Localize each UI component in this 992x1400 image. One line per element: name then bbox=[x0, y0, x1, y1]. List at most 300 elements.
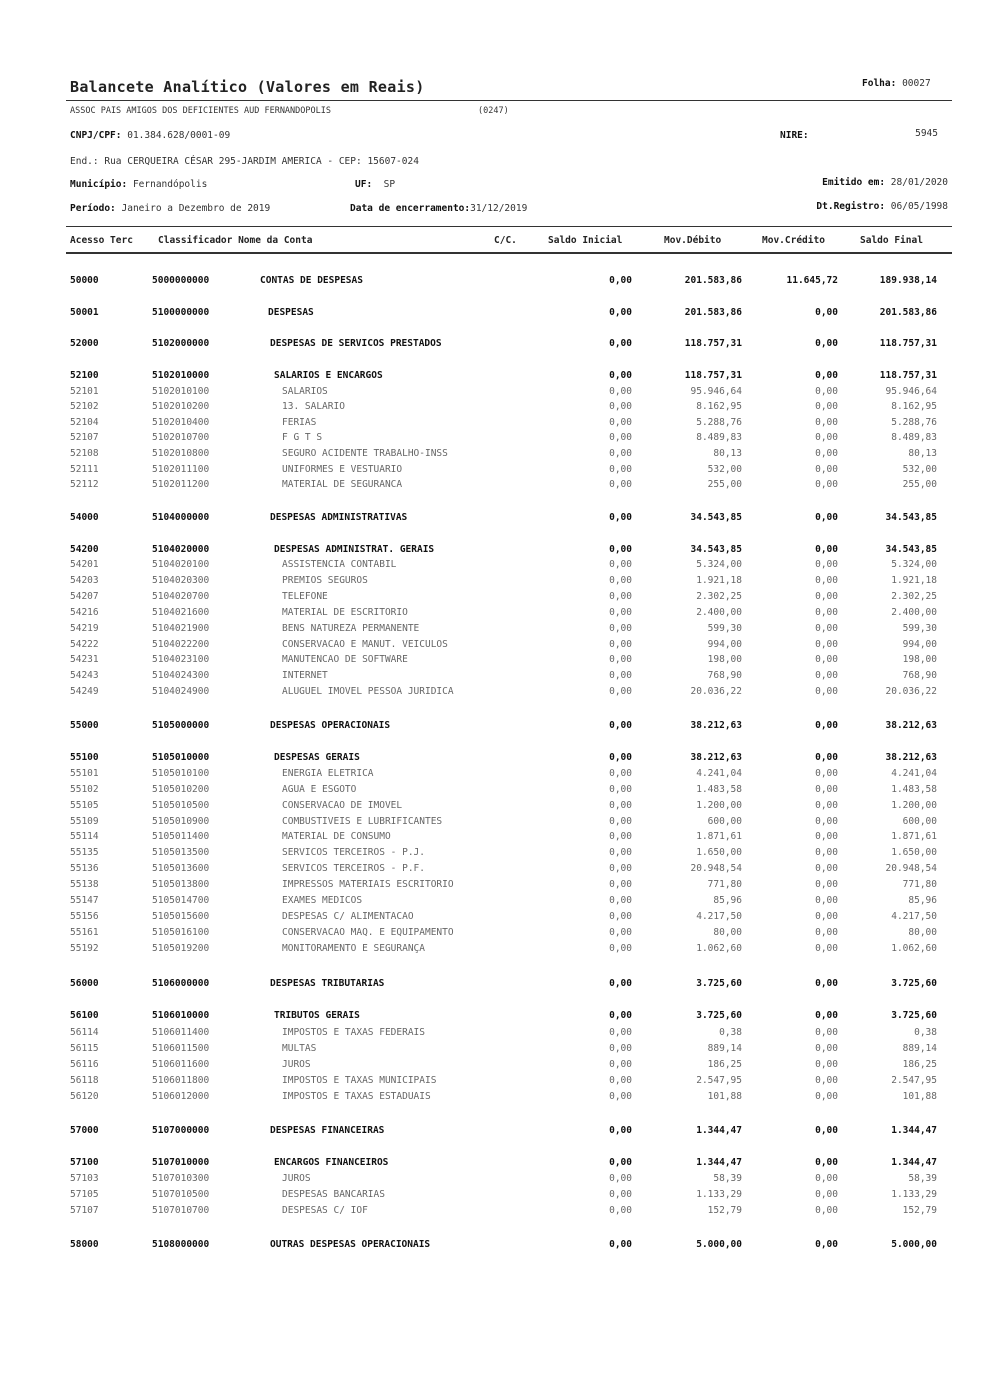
cell-class: 5107010500 bbox=[152, 1189, 210, 1200]
cell-deb: 201.583,86 bbox=[684, 275, 742, 286]
cell-nome: COMBUSTIVEIS E LUBRIFICANTES bbox=[282, 816, 443, 827]
cell-cred: 0,00 bbox=[815, 338, 838, 349]
cell-class: 5104024300 bbox=[152, 670, 210, 681]
cell-acesso: 52112 bbox=[70, 479, 99, 490]
cell-acesso: 54219 bbox=[70, 623, 99, 634]
cell-si: 0,00 bbox=[609, 464, 632, 475]
cell-nome: MANUTENCAO DE SOFTWARE bbox=[282, 654, 408, 665]
table-row bbox=[0, 512, 992, 525]
cell-nome: MATERIAL DE SEGURANCA bbox=[282, 479, 403, 490]
cell-acesso: 52100 bbox=[70, 370, 99, 381]
cell-deb: 1.921,18 bbox=[696, 575, 742, 586]
cell-nome: SALARIOS bbox=[282, 386, 328, 397]
cell-class: 5105013500 bbox=[152, 847, 210, 858]
registro-value: 06/05/1998 bbox=[890, 201, 948, 212]
cell-class: 5105011400 bbox=[152, 831, 210, 842]
cell-class: 5102011100 bbox=[152, 464, 210, 475]
cell-nome: INTERNET bbox=[282, 670, 328, 681]
table-row bbox=[0, 559, 992, 572]
cell-nome: EXAMES MEDICOS bbox=[282, 895, 363, 906]
cell-sf: 80,13 bbox=[908, 448, 937, 459]
table-row bbox=[0, 1189, 992, 1202]
cell-class: 5104024900 bbox=[152, 686, 210, 697]
cell-sf: 768,90 bbox=[902, 670, 937, 681]
cell-deb: 198,00 bbox=[707, 654, 742, 665]
cell-sf: 2.302,25 bbox=[891, 591, 937, 602]
cell-class: 5106010000 bbox=[152, 1010, 210, 1021]
cell-sf: 1.483,58 bbox=[891, 784, 937, 795]
cell-deb: 1.062,60 bbox=[696, 943, 742, 954]
table-row bbox=[0, 448, 992, 461]
cell-cred: 0,00 bbox=[815, 307, 838, 318]
cell-cred: 0,00 bbox=[815, 1075, 838, 1086]
cell-deb: 3.725,60 bbox=[696, 1010, 742, 1021]
cell-cred: 11.645,72 bbox=[786, 275, 838, 286]
table-row bbox=[0, 307, 992, 320]
cell-cred: 0,00 bbox=[815, 623, 838, 634]
cell-nome: JUROS bbox=[282, 1173, 311, 1184]
cell-deb: 20.036,22 bbox=[690, 686, 742, 697]
cell-class: 5104020700 bbox=[152, 591, 210, 602]
cell-class: 5000000000 bbox=[152, 275, 210, 286]
cell-sf: 58,39 bbox=[908, 1173, 937, 1184]
cell-class: 5107010000 bbox=[152, 1157, 210, 1168]
cell-sf: 600,00 bbox=[902, 816, 937, 827]
cell-sf: 4.217,50 bbox=[891, 911, 937, 922]
table-row bbox=[0, 1027, 992, 1040]
cell-class: 5106012000 bbox=[152, 1091, 210, 1102]
cell-acesso: 55102 bbox=[70, 784, 99, 795]
cell-deb: 34.543,85 bbox=[690, 544, 742, 555]
cell-si: 0,00 bbox=[609, 386, 632, 397]
cell-sf: 20.036,22 bbox=[885, 686, 937, 697]
col-classificador: Classificador Nome da Conta bbox=[158, 235, 313, 246]
cell-si: 0,00 bbox=[609, 432, 632, 443]
cell-acesso: 55101 bbox=[70, 768, 99, 779]
cell-class: 5106011500 bbox=[152, 1043, 210, 1054]
col-mov-debito: Mov.Débito bbox=[664, 235, 722, 246]
cell-cred: 0,00 bbox=[815, 417, 838, 428]
cell-deb: 768,90 bbox=[707, 670, 742, 681]
cell-nome: UNIFORMES E VESTUARIO bbox=[282, 464, 403, 475]
cell-class: 5107010300 bbox=[152, 1173, 210, 1184]
cell-deb: 38.212,63 bbox=[690, 752, 742, 763]
cell-deb: 38.212,63 bbox=[690, 720, 742, 731]
cell-class: 5102010100 bbox=[152, 386, 210, 397]
cell-si: 0,00 bbox=[609, 275, 632, 286]
cell-si: 0,00 bbox=[609, 1239, 632, 1250]
cell-si: 0,00 bbox=[609, 1189, 632, 1200]
cell-deb: 118.757,31 bbox=[684, 370, 742, 381]
municipio-field bbox=[70, 179, 207, 190]
cell-deb: 85,96 bbox=[713, 895, 742, 906]
cell-deb: 201.583,86 bbox=[684, 307, 742, 318]
cell-deb: 1.650,00 bbox=[696, 847, 742, 858]
address-label: End.: bbox=[70, 156, 99, 167]
cell-class: 5105015600 bbox=[152, 911, 210, 922]
table-row bbox=[0, 978, 992, 991]
cell-nome: SERVICOS TERCEIROS - P.J. bbox=[282, 847, 425, 858]
cell-sf: 255,00 bbox=[902, 479, 937, 490]
cell-class: 5104020000 bbox=[152, 544, 210, 555]
cell-nome: 13. SALARIO bbox=[282, 401, 345, 412]
table-row bbox=[0, 654, 992, 667]
cell-sf: 5.288,76 bbox=[891, 417, 937, 428]
cell-si: 0,00 bbox=[609, 307, 632, 318]
cell-class: 5106011400 bbox=[152, 1027, 210, 1038]
table-row bbox=[0, 386, 992, 399]
cell-nome: FERIAS bbox=[282, 417, 317, 428]
cell-nome: DESPESAS bbox=[268, 307, 314, 318]
cell-deb: 152,79 bbox=[707, 1205, 742, 1216]
cell-cred: 0,00 bbox=[815, 1173, 838, 1184]
table-row bbox=[0, 670, 992, 683]
cell-nome: IMPRESSOS MATERIAIS ESCRITORIO bbox=[282, 879, 454, 890]
cell-si: 0,00 bbox=[609, 512, 632, 523]
cell-sf: 1.344,47 bbox=[891, 1125, 937, 1136]
cell-si: 0,00 bbox=[609, 1125, 632, 1136]
cell-nome: PREMIOS SEGUROS bbox=[282, 575, 368, 586]
table-row bbox=[0, 879, 992, 892]
cell-si: 0,00 bbox=[609, 654, 632, 665]
cell-deb: 3.725,60 bbox=[696, 978, 742, 989]
cell-nome: AGUA E ESGOTO bbox=[282, 784, 357, 795]
cell-nome: CONSERVACAO DE IMOVEL bbox=[282, 800, 403, 811]
cell-sf: 198,00 bbox=[902, 654, 937, 665]
cell-cred: 0,00 bbox=[815, 720, 838, 731]
cell-si: 0,00 bbox=[609, 370, 632, 381]
cell-class: 5105013800 bbox=[152, 879, 210, 890]
cell-deb: 1.344,47 bbox=[696, 1157, 742, 1168]
cell-si: 0,00 bbox=[609, 911, 632, 922]
cell-si: 0,00 bbox=[609, 720, 632, 731]
cell-deb: 101,88 bbox=[707, 1091, 742, 1102]
cell-acesso: 55114 bbox=[70, 831, 99, 842]
entity-code: (0247) bbox=[478, 106, 509, 116]
cell-class: 5106000000 bbox=[152, 978, 210, 989]
cell-deb: 95.946,64 bbox=[690, 386, 742, 397]
cell-sf: 118.757,31 bbox=[879, 370, 937, 381]
cell-class: 5105010100 bbox=[152, 768, 210, 779]
cell-si: 0,00 bbox=[609, 591, 632, 602]
cell-nome: IMPOSTOS E TAXAS FEDERAIS bbox=[282, 1027, 425, 1038]
cell-acesso: 54231 bbox=[70, 654, 99, 665]
table-row bbox=[0, 895, 992, 908]
cell-class: 5105010500 bbox=[152, 800, 210, 811]
cell-sf: 201.583,86 bbox=[879, 307, 937, 318]
cell-acesso: 55135 bbox=[70, 847, 99, 858]
cell-cred: 0,00 bbox=[815, 401, 838, 412]
cell-deb: 4.241,04 bbox=[696, 768, 742, 779]
col-mov-credito: Mov.Crédito bbox=[762, 235, 825, 246]
cell-si: 0,00 bbox=[609, 895, 632, 906]
cell-deb: 2.302,25 bbox=[696, 591, 742, 602]
cell-cred: 0,00 bbox=[815, 607, 838, 618]
cell-si: 0,00 bbox=[609, 752, 632, 763]
cell-si: 0,00 bbox=[609, 1059, 632, 1070]
table-row bbox=[0, 417, 992, 430]
cell-cred: 0,00 bbox=[815, 1059, 838, 1070]
cell-sf: 1.200,00 bbox=[891, 800, 937, 811]
table-row bbox=[0, 1173, 992, 1186]
cell-deb: 186,25 bbox=[707, 1059, 742, 1070]
cell-sf: 80,00 bbox=[908, 927, 937, 938]
cell-acesso: 54222 bbox=[70, 639, 99, 650]
cell-si: 0,00 bbox=[609, 768, 632, 779]
cell-cred: 0,00 bbox=[815, 911, 838, 922]
cell-sf: 8.489,83 bbox=[891, 432, 937, 443]
cell-class: 5105010900 bbox=[152, 816, 210, 827]
cell-nome: DESPESAS FINANCEIRAS bbox=[270, 1125, 385, 1136]
cell-sf: 118.757,31 bbox=[879, 338, 937, 349]
table-row bbox=[0, 800, 992, 813]
table-row bbox=[0, 1059, 992, 1072]
col-saldo-final: Saldo Final bbox=[860, 235, 923, 246]
cell-cred: 0,00 bbox=[815, 386, 838, 397]
cell-class: 5105016100 bbox=[152, 927, 210, 938]
cell-cred: 0,00 bbox=[815, 943, 838, 954]
cell-si: 0,00 bbox=[609, 800, 632, 811]
cell-cred: 0,00 bbox=[815, 448, 838, 459]
cell-sf: 3.725,60 bbox=[891, 978, 937, 989]
cell-acesso: 56118 bbox=[70, 1075, 99, 1086]
cell-nome: SERVICOS TERCEIROS - P.F. bbox=[282, 863, 425, 874]
cell-nome: BENS NATUREZA PERMANENTE bbox=[282, 623, 420, 634]
cell-deb: 5.324,00 bbox=[696, 559, 742, 570]
cell-nome: DESPESAS OPERACIONAIS bbox=[270, 720, 391, 731]
table-row bbox=[0, 816, 992, 829]
cell-nome: ALUGUEL IMOVEL PESSOA JURIDICA bbox=[282, 686, 454, 697]
col-cc: C/C. bbox=[494, 235, 517, 246]
cell-sf: 1.871,61 bbox=[891, 831, 937, 842]
cell-nome: ASSISTENCIA CONTABIL bbox=[282, 559, 397, 570]
cell-si: 0,00 bbox=[609, 943, 632, 954]
periodo-label: Período: bbox=[70, 203, 116, 214]
cell-cred: 0,00 bbox=[815, 978, 838, 989]
table-row bbox=[0, 784, 992, 797]
cell-deb: 771,80 bbox=[707, 879, 742, 890]
cell-acesso: 55147 bbox=[70, 895, 99, 906]
cell-si: 0,00 bbox=[609, 927, 632, 938]
cell-nome: OUTRAS DESPESAS OPERACIONAIS bbox=[270, 1239, 431, 1250]
cell-si: 0,00 bbox=[609, 1010, 632, 1021]
cell-cred: 0,00 bbox=[815, 370, 838, 381]
table-row bbox=[0, 275, 992, 288]
cell-si: 0,00 bbox=[609, 417, 632, 428]
cell-deb: 118.757,31 bbox=[684, 338, 742, 349]
cell-nome: DESPESAS GERAIS bbox=[274, 752, 360, 763]
cell-nome: CONSERVACAO MAQ. E EQUIPAMENTO bbox=[282, 927, 454, 938]
cell-si: 0,00 bbox=[609, 623, 632, 634]
cell-nome: SALARIOS E ENCARGOS bbox=[274, 370, 383, 381]
cell-cred: 0,00 bbox=[815, 639, 838, 650]
emitido-value: 28/01/2020 bbox=[890, 177, 948, 188]
cell-class: 5100000000 bbox=[152, 307, 210, 318]
cell-class: 5102010700 bbox=[152, 432, 210, 443]
cell-nome: DESPESAS BANCARIAS bbox=[282, 1189, 385, 1200]
cell-si: 0,00 bbox=[609, 670, 632, 681]
periodo-field bbox=[70, 203, 270, 214]
cell-si: 0,00 bbox=[609, 978, 632, 989]
cell-class: 5108000000 bbox=[152, 1239, 210, 1250]
cell-class: 5104023100 bbox=[152, 654, 210, 665]
cell-class: 5102011200 bbox=[152, 479, 210, 490]
cell-deb: 80,13 bbox=[713, 448, 742, 459]
cell-deb: 1.344,47 bbox=[696, 1125, 742, 1136]
cell-sf: 2.400,00 bbox=[891, 607, 937, 618]
cell-deb: 2.547,95 bbox=[696, 1075, 742, 1086]
cell-si: 0,00 bbox=[609, 401, 632, 412]
cell-deb: 600,00 bbox=[707, 816, 742, 827]
cell-si: 0,00 bbox=[609, 1173, 632, 1184]
cell-class: 5105000000 bbox=[152, 720, 210, 731]
cell-acesso: 57103 bbox=[70, 1173, 99, 1184]
cell-class: 5104020100 bbox=[152, 559, 210, 570]
cell-cred: 0,00 bbox=[815, 1027, 838, 1038]
cell-si: 0,00 bbox=[609, 338, 632, 349]
cell-nome: IMPOSTOS E TAXAS MUNICIPAIS bbox=[282, 1075, 437, 1086]
cell-class: 5104020300 bbox=[152, 575, 210, 586]
cell-class: 5107010700 bbox=[152, 1205, 210, 1216]
cell-sf: 994,00 bbox=[902, 639, 937, 650]
cell-acesso: 54200 bbox=[70, 544, 99, 555]
cell-nome: MULTAS bbox=[282, 1043, 317, 1054]
cell-acesso: 55161 bbox=[70, 927, 99, 938]
cell-sf: 1.921,18 bbox=[891, 575, 937, 586]
cell-sf: 1.062,60 bbox=[891, 943, 937, 954]
cell-acesso: 55138 bbox=[70, 879, 99, 890]
cell-sf: 8.162,95 bbox=[891, 401, 937, 412]
cell-sf: 1.133,29 bbox=[891, 1189, 937, 1200]
cell-sf: 0,38 bbox=[914, 1027, 937, 1038]
cell-cred: 0,00 bbox=[815, 927, 838, 938]
cell-sf: 152,79 bbox=[902, 1205, 937, 1216]
cell-nome: DESPESAS ADMINISTRATIVAS bbox=[270, 512, 408, 523]
cell-sf: 95.946,64 bbox=[885, 386, 937, 397]
cell-acesso: 55109 bbox=[70, 816, 99, 827]
encerramento-field bbox=[350, 203, 527, 214]
cell-class: 5104021900 bbox=[152, 623, 210, 634]
cell-cred: 0,00 bbox=[815, 1189, 838, 1200]
cell-sf: 2.547,95 bbox=[891, 1075, 937, 1086]
folha-label: Folha: bbox=[862, 78, 897, 89]
cell-class: 5102010800 bbox=[152, 448, 210, 459]
table-row bbox=[0, 1010, 992, 1023]
cell-deb: 599,30 bbox=[707, 623, 742, 634]
cell-acesso: 57107 bbox=[70, 1205, 99, 1216]
cell-deb: 5.000,00 bbox=[696, 1239, 742, 1250]
nire-value: 5945 bbox=[915, 128, 938, 139]
cell-sf: 1.344,47 bbox=[891, 1157, 937, 1168]
cell-sf: 34.543,85 bbox=[885, 512, 937, 523]
cell-acesso: 52000 bbox=[70, 338, 99, 349]
cell-class: 5105010000 bbox=[152, 752, 210, 763]
cell-class: 5106011800 bbox=[152, 1075, 210, 1086]
cell-deb: 34.543,85 bbox=[690, 512, 742, 523]
registro-label: Dt.Registro: bbox=[816, 201, 886, 212]
address-value: Rua CERQUEIRA CÉSAR 295-JARDIM AMERICA - CEP: 15607-024 bbox=[104, 156, 419, 167]
table-row bbox=[0, 1205, 992, 1218]
cell-nome: TELEFONE bbox=[282, 591, 328, 602]
cell-class: 5106011600 bbox=[152, 1059, 210, 1070]
cell-acesso: 52102 bbox=[70, 401, 99, 412]
cell-deb: 1.483,58 bbox=[696, 784, 742, 795]
cell-class: 5102000000 bbox=[152, 338, 210, 349]
table-row bbox=[0, 752, 992, 765]
table-row bbox=[0, 1239, 992, 1252]
cell-nome: ENCARGOS FINANCEIROS bbox=[274, 1157, 389, 1168]
cell-cred: 0,00 bbox=[815, 1125, 838, 1136]
cell-sf: 189.938,14 bbox=[879, 275, 937, 286]
cell-sf: 101,88 bbox=[902, 1091, 937, 1102]
cell-si: 0,00 bbox=[609, 1205, 632, 1216]
cell-cred: 0,00 bbox=[815, 768, 838, 779]
cell-acesso: 56000 bbox=[70, 978, 99, 989]
cell-cred: 0,00 bbox=[815, 895, 838, 906]
municipio-label: Município: bbox=[70, 179, 128, 190]
cell-cred: 0,00 bbox=[815, 784, 838, 795]
cell-si: 0,00 bbox=[609, 879, 632, 890]
table-row bbox=[0, 479, 992, 492]
cell-si: 0,00 bbox=[609, 847, 632, 858]
cell-class: 5102010000 bbox=[152, 370, 210, 381]
emitido-label: Emitido em: bbox=[822, 177, 886, 188]
table-row bbox=[0, 432, 992, 445]
cell-sf: 4.241,04 bbox=[891, 768, 937, 779]
cell-nome: JUROS bbox=[282, 1059, 311, 1070]
header-divider-top bbox=[66, 100, 952, 101]
cell-acesso: 55156 bbox=[70, 911, 99, 922]
cell-nome: F G T S bbox=[282, 432, 323, 443]
cell-acesso: 55192 bbox=[70, 943, 99, 954]
table-row bbox=[0, 401, 992, 414]
cell-cred: 0,00 bbox=[815, 1157, 838, 1168]
encerramento-label: Data de encerramento: bbox=[350, 203, 471, 214]
cell-nome: DESPESAS ADMINISTRAT. GERAIS bbox=[274, 544, 435, 555]
periodo-value: Janeiro a Dezembro de 2019 bbox=[121, 203, 271, 214]
cell-class: 5104000000 bbox=[152, 512, 210, 523]
cell-cred: 0,00 bbox=[815, 559, 838, 570]
cell-cred: 0,00 bbox=[815, 879, 838, 890]
cell-sf: 532,00 bbox=[902, 464, 937, 475]
cell-cred: 0,00 bbox=[815, 847, 838, 858]
table-row bbox=[0, 1157, 992, 1170]
table-row bbox=[0, 943, 992, 956]
cell-cred: 0,00 bbox=[815, 575, 838, 586]
table-row bbox=[0, 927, 992, 940]
cell-class: 5105014700 bbox=[152, 895, 210, 906]
cell-deb: 80,00 bbox=[713, 927, 742, 938]
cell-cred: 0,00 bbox=[815, 432, 838, 443]
cell-acesso: 56115 bbox=[70, 1043, 99, 1054]
cell-deb: 2.400,00 bbox=[696, 607, 742, 618]
table-row bbox=[0, 1043, 992, 1056]
cell-nome: MATERIAL DE ESCRITORIO bbox=[282, 607, 408, 618]
cell-nome: TRIBUTOS GERAIS bbox=[274, 1010, 360, 1021]
cell-si: 0,00 bbox=[609, 831, 632, 842]
table-row bbox=[0, 1075, 992, 1088]
cell-acesso: 52111 bbox=[70, 464, 99, 475]
cell-sf: 34.543,85 bbox=[885, 544, 937, 555]
cell-sf: 889,14 bbox=[902, 1043, 937, 1054]
cell-acesso: 54243 bbox=[70, 670, 99, 681]
cell-cred: 0,00 bbox=[815, 1043, 838, 1054]
cell-acesso: 55100 bbox=[70, 752, 99, 763]
cell-si: 0,00 bbox=[609, 544, 632, 555]
cell-deb: 1.871,61 bbox=[696, 831, 742, 842]
cell-sf: 3.725,60 bbox=[891, 1010, 937, 1021]
cell-nome: IMPOSTOS E TAXAS ESTADUAIS bbox=[282, 1091, 431, 1102]
